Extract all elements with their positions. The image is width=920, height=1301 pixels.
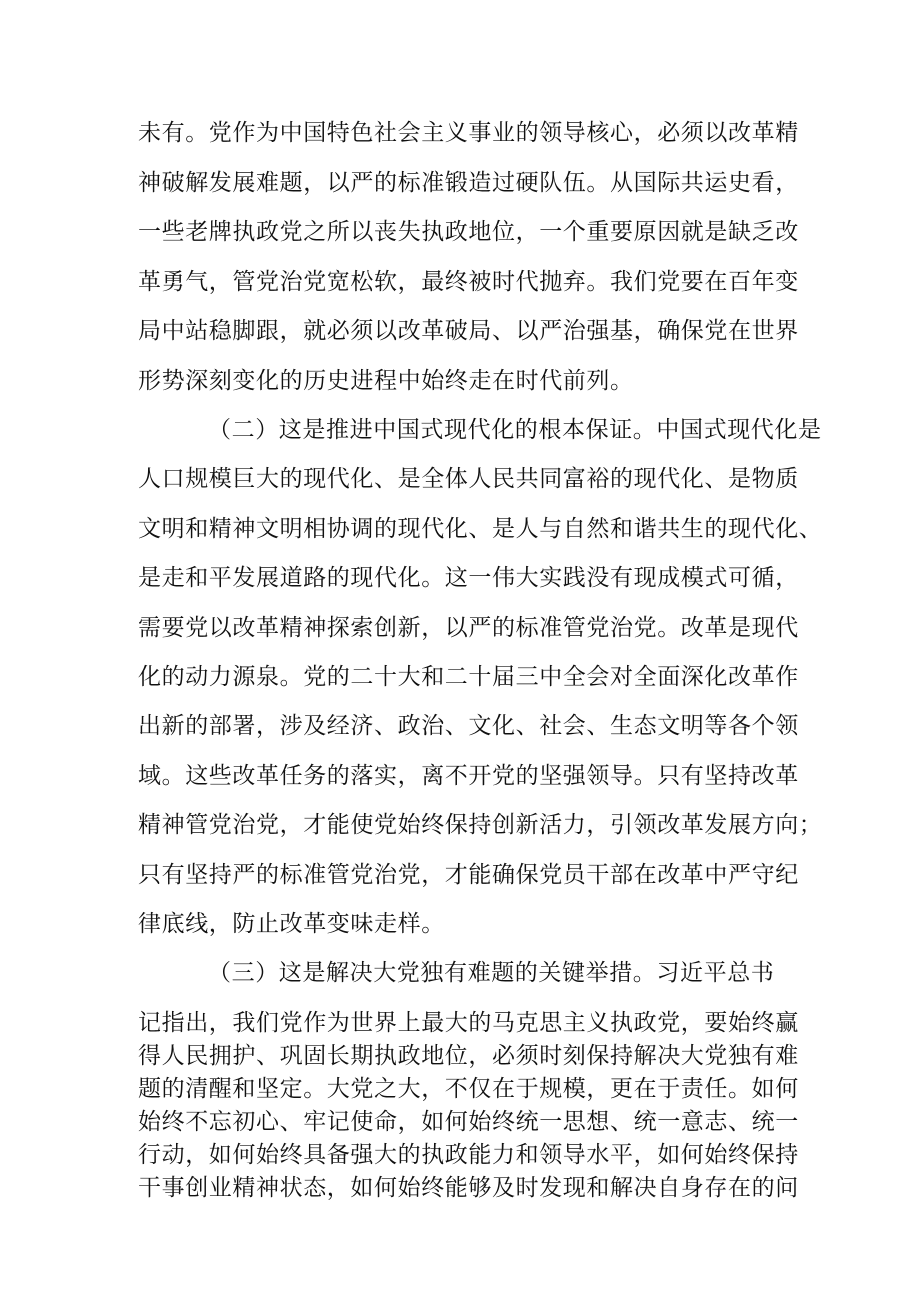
body-text-line: 出新的部署，涉及经济、政治、文化、社会、生态文明等各个领 — [138, 713, 799, 739]
body-text-line: 一些老牌执政党之所以丧失执政地位，一个重要原因就是缺乏改 — [138, 219, 799, 245]
body-text-line: 未有。党作为中国特色社会主义事业的领导核心，必须以改革精 — [138, 120, 799, 146]
body-text-line: 人口规模巨大的现代化、是全体人民共同富裕的现代化、是物质 — [138, 466, 799, 492]
body-text-line: 行动，如何始终具备强大的执政能力和领导水平，如何始终保持 — [138, 1142, 799, 1168]
body-text-line: 形势深刻变化的历史进程中始终走在时代前列。 — [138, 368, 634, 394]
body-text-line: 干事创业精神状态，如何始终能够及时发现和解决自身存在的问 — [138, 1175, 799, 1201]
body-text-line: 得人民拥护、巩固长期执政地位，必须时刻保持解决大党独有难 — [138, 1043, 799, 1069]
body-text-line: 化的动力源泉。党的二十大和二十届三中全会对全面深化改革作 — [138, 664, 799, 690]
body-text-line: 题的清醒和坚定。大党之大，不仅在于规模，更在于责任。如何 — [138, 1076, 799, 1102]
body-text-line: 只有坚持严的标准管党治党，才能确保党员干部在改革中严守纪 — [138, 862, 799, 888]
body-text-line: 是走和平发展道路的现代化。这一伟大实践没有现成模式可循， — [138, 565, 799, 591]
body-text-line: 文明和精神文明相协调的现代化、是人与自然和谐共生的现代化、 — [138, 516, 823, 542]
section-heading-line: （三）这是解决大党独有难题的关键举措。习近平总书 — [208, 960, 775, 986]
body-text-line: 域。这些改革任务的落实，离不开党的坚强领导。只有坚持改革 — [138, 763, 799, 789]
body-text-line: 始终不忘初心、牢记使命，如何始终统一思想、统一意志、统一 — [138, 1109, 799, 1135]
body-text-line: 记指出，我们党作为世界上最大的马克思主义执政党，要始终赢 — [138, 1010, 799, 1036]
section-heading-line: （二）这是推进中国式现代化的根本保证。中国式现代化是 — [208, 417, 822, 443]
body-text-line: 局中站稳脚跟，就必须以改革破局、以严治强基，确保党在世界 — [138, 318, 799, 344]
body-text-line: 神破解发展难题，以严的标准锻造过硬队伍。从国际共运史看， — [138, 170, 799, 196]
body-text-line: 需要党以改革精神探索创新，以严的标准管党治党。改革是现代 — [138, 615, 799, 641]
body-text-line: 律底线，防止改革变味走样。 — [138, 911, 445, 937]
body-text-line: 革勇气，管党治党宽松软，最终被时代抛弃。我们党要在百年变 — [138, 269, 799, 295]
body-text-line: 精神管党治党，才能使党始终保持创新活力，引领改革发展方向； — [138, 812, 823, 838]
